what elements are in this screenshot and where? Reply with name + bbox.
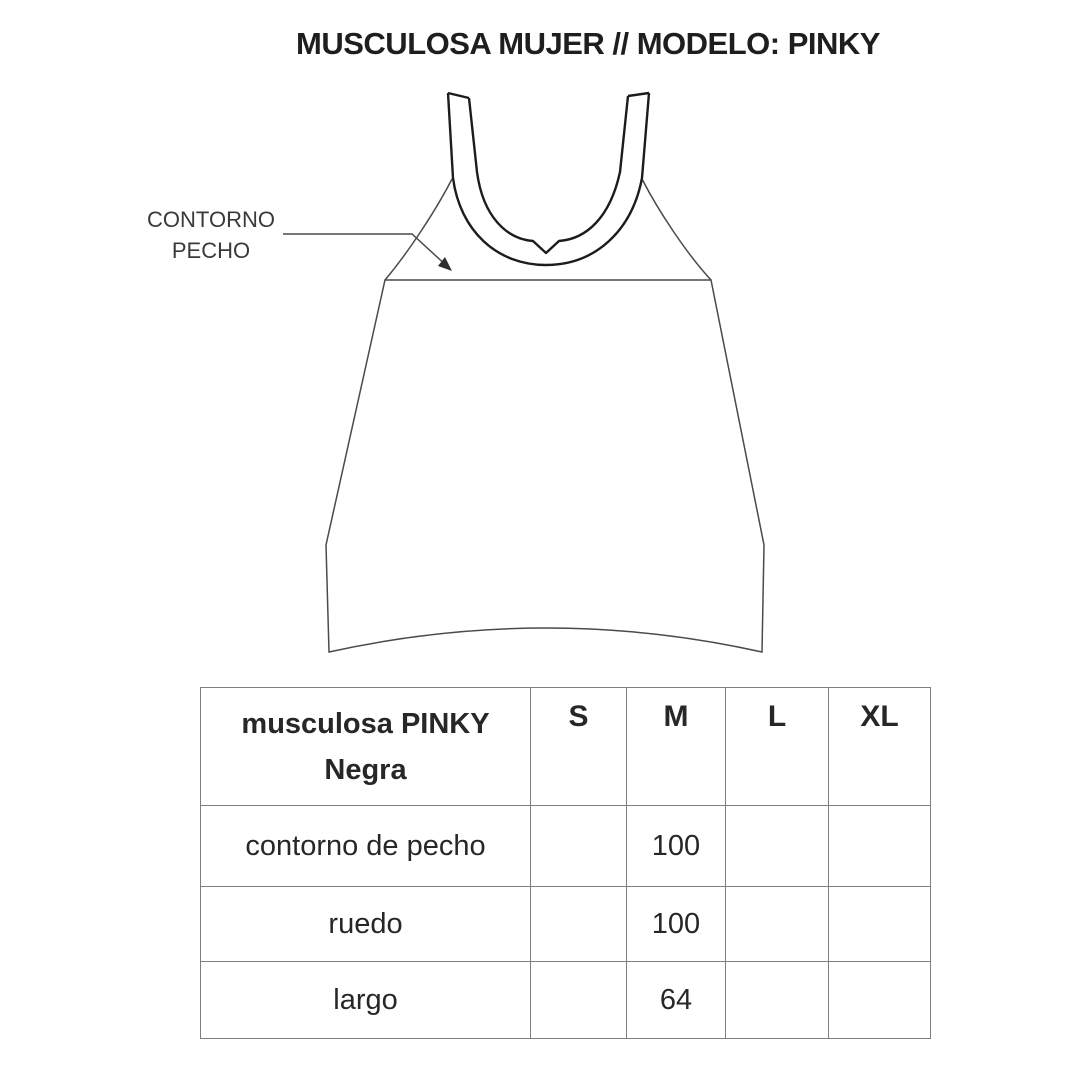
table-cell-value xyxy=(531,806,627,887)
neckband-inner-line xyxy=(469,96,628,253)
table-cell-value xyxy=(726,887,829,962)
table-header-row xyxy=(201,688,931,806)
body-outline xyxy=(326,280,764,652)
table-cell-value xyxy=(726,806,829,887)
table-cell-value xyxy=(726,962,829,1039)
table-cell-label: ruedo xyxy=(201,887,531,962)
table-cell-value xyxy=(829,806,931,887)
table-cell-value xyxy=(531,962,627,1039)
table-header-size-m: M xyxy=(627,688,726,806)
table-header-size-l: L xyxy=(726,688,829,806)
table-header-product xyxy=(201,688,531,806)
table-cell-value xyxy=(531,887,627,962)
table-cell-value xyxy=(829,962,931,1039)
product-name-line1: musculosa PINKY xyxy=(241,707,490,740)
table-cell-value xyxy=(829,887,931,962)
strap-top-edge-left xyxy=(448,93,469,98)
page-title: MUSCULOSA MUJER // MODELO: PINKY xyxy=(296,26,880,61)
table-header-size-xl: XL xyxy=(829,688,931,806)
chest-label-line1: CONTORNO xyxy=(147,207,275,232)
leader-line xyxy=(283,234,448,267)
product-name-line2: Negra xyxy=(324,753,407,786)
table-cell-label: largo xyxy=(201,962,531,1039)
table-header-size-s: S xyxy=(531,688,627,806)
chest-label-line2: PECHO xyxy=(171,238,251,263)
table-row-contorno-de-pecho xyxy=(201,806,931,887)
table-cell-label: contorno de pecho xyxy=(201,806,531,887)
armhole-right-line xyxy=(642,179,711,280)
table-row-largo xyxy=(201,962,931,1039)
chest-measure-label xyxy=(140,204,282,266)
table-cell-value: 100 xyxy=(627,806,726,887)
size-table xyxy=(200,687,931,1039)
table-cell-value: 64 xyxy=(627,962,726,1039)
strap-top-edge-right xyxy=(628,93,649,96)
table-cell-value: 100 xyxy=(627,887,726,962)
table-row-ruedo xyxy=(201,887,931,962)
